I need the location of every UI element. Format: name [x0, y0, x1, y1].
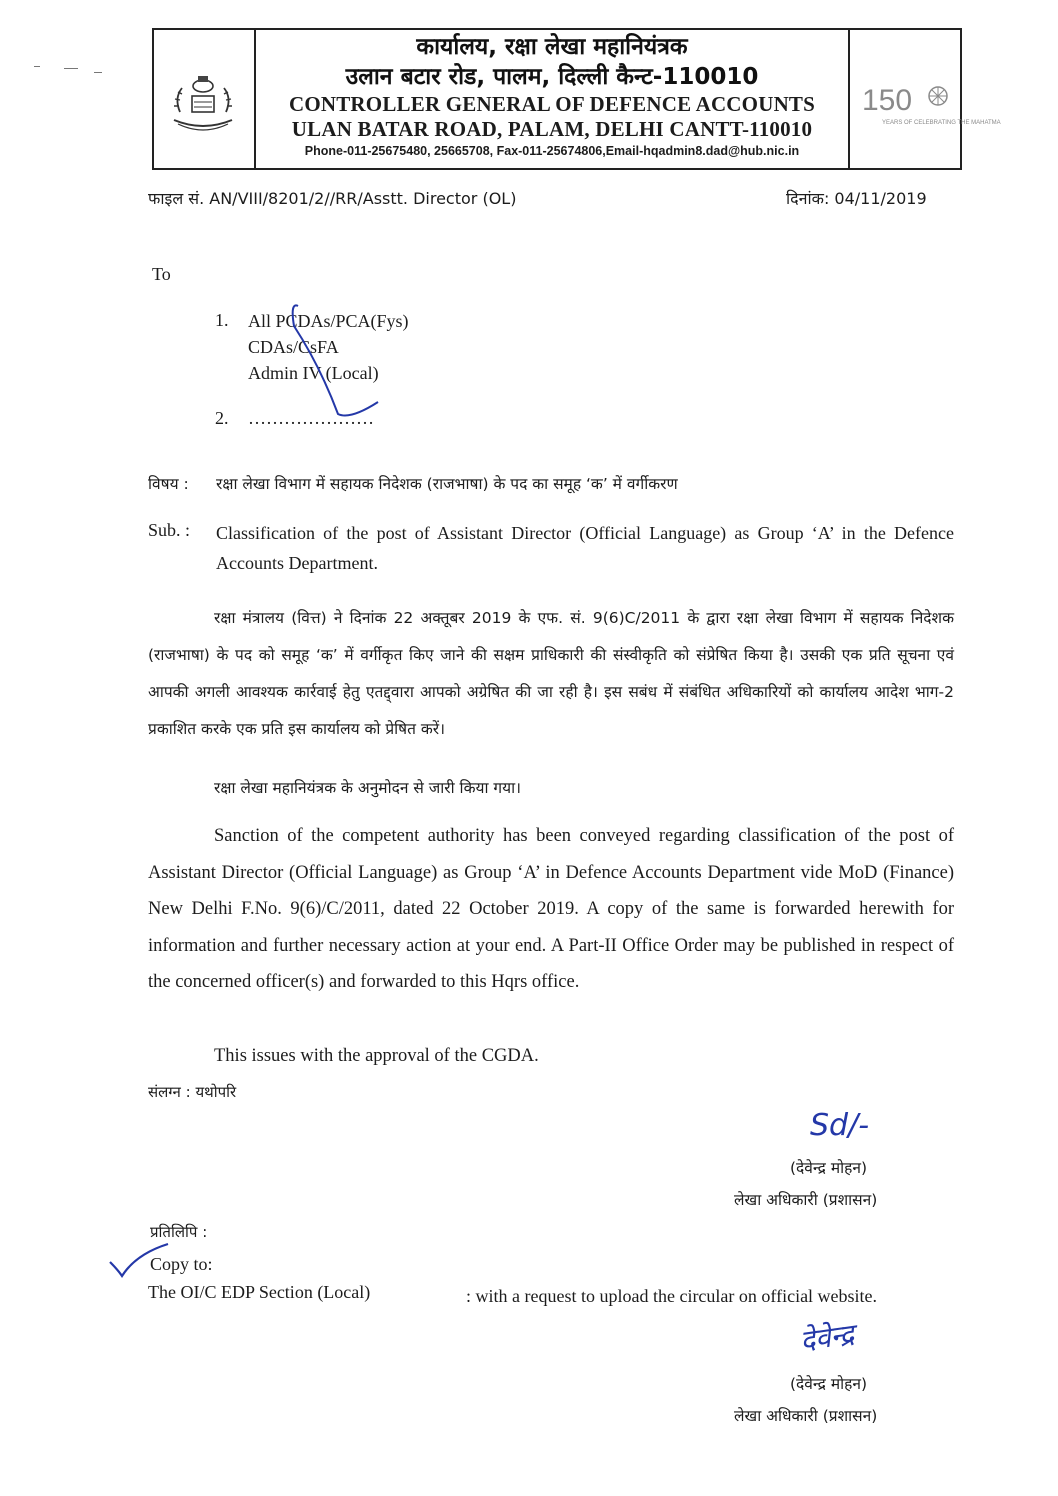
- copy-note: : with a request to upload the circular on official website.: [466, 1286, 878, 1306]
- signatory-designation: लेखा अधिकारी (प्रशासन): [734, 1191, 878, 1209]
- enclosure-note: संलग्न : यथोपरि: [148, 1083, 237, 1101]
- recipient-line: Admin IV (Local): [248, 363, 379, 383]
- body-hindi-paragraph: रक्षा मंत्रालय (वित्त) ने दिनांक 22 अक्तूबर 2019 के एफ. सं. 9(6)C/2011 के द्वारा रक्षा लेखा विभाग में सहायक निदेशक (राजभाषा) के पद को समूह ‘क’ में वर्गीकृत किए जाने की सक्षम प्राधिकारी की संस्वीकृति को संप्रेषित किया है। उसकी एक प्रति सूचना एवं आपकी अगली आवश्यक कार्रवाई हेतु एतद्द्वारा आपको अग्रेषित की जा रही है। इस सबंध में संबंधित अधिकारियों को कार्यालय आदेश भाग-2 प्रकाशित करके एक प्रति इस कार्यालय को प्रेषित करें।: [148, 609, 954, 738]
- scan-mark: [34, 66, 40, 67]
- letterhead-text: [256, 32, 848, 160]
- scan-mark: [94, 72, 102, 73]
- file-number: फाइल सं. AN/VIII/8201/2//RR/Asstt. Director (OL): [148, 189, 517, 208]
- scan-mark: [64, 68, 78, 69]
- to-label: To: [152, 264, 171, 284]
- department-emblem-icon: [160, 72, 246, 140]
- approval-hindi: रक्षा लेखा महानियंत्रक के अनुमोदन से जारी किया गया।: [214, 779, 522, 797]
- letterhead-english-title: CONTROLLER GENERAL OF DEFENCE ACCOUNTS: [288, 92, 816, 116]
- recipient-line: CDAs/CsFA: [248, 337, 339, 357]
- handwritten-strike-mark: [250, 296, 400, 436]
- handwritten-signature: देवेन्द्र: [798, 1317, 857, 1358]
- copy-label-hindi: प्रतिलिपि :: [150, 1223, 208, 1241]
- letterhead-english-address: ULAN BATAR ROAD, PALAM, DELHI CANTT-110010: [291, 117, 813, 141]
- subject-hindi: रक्षा लेखा विभाग में सहायक निदेशक (राजभाषा) के पद का समूह ‘क’ में वर्गीकरण: [216, 475, 678, 493]
- gandhi-150-logo: [856, 74, 1001, 142]
- recipient-number-2: 2.: [215, 408, 229, 428]
- letterhead-divider: [848, 28, 850, 170]
- letterhead-hindi-title: कार्यालय, रक्षा लेखा महानियंत्रक: [416, 34, 688, 60]
- approval-english: This issues with the approval of the CGDA.: [214, 1046, 539, 1066]
- body-english-paragraph: Sanction of the competent authority has been conveyed regarding classification of the post of Assistant Director (Official Language) as Group ‘A’ in Defence Accounts Department vide MoD (Finance) New Delhi F.No. 9(6)/C/2011, dated 22 October 2019. A copy of the same is forwarded herewith for information and further necessary action at your end. A Part-II Office Order may be published in respect of the concerned officer(s) and forwarded to this Hqrs office.: [148, 826, 954, 993]
- jubilee-number: 150: [862, 84, 913, 117]
- signatory-designation-2: लेखा अधिकारी (प्रशासन): [734, 1407, 878, 1425]
- copy-label-english: Copy to:: [150, 1254, 213, 1274]
- letter-date: दिनांक: 04/11/2019: [786, 189, 927, 208]
- signature-sd-mark: Sd/-: [810, 1108, 870, 1143]
- signatory-name: (देवेन्द्र मोहन): [790, 1159, 868, 1177]
- recipient-number-1: 1.: [215, 310, 229, 330]
- recipient-item-2: …………………: [248, 408, 374, 428]
- subject-english: Classification of the post of Assistant Director (Official Language) as Group ‘A’ in the Defence Accounts Department.: [216, 523, 954, 573]
- copy-recipient: The OI/C EDP Section (Local): [148, 1282, 371, 1302]
- signatory-name-2: (देवेन्द्र मोहन): [790, 1375, 868, 1393]
- subject-english-label: Sub. :: [148, 520, 191, 540]
- recipient-line: All PCDAs/PCA(Fys): [248, 311, 409, 331]
- subject-hindi-label: विषय :: [148, 475, 189, 493]
- letterhead-hindi-address: उलान बटार रोड, पालम, दिल्ली कैन्ट-110010: [345, 64, 759, 90]
- jubilee-caption: YEARS OF CELEBRATING THE MAHATMA: [882, 120, 1001, 126]
- letterhead-contact: Phone-011-25675480, 25665708, Fax-011-25674806,Email-hqadmin8.dad@hub.nic.in: [304, 144, 800, 158]
